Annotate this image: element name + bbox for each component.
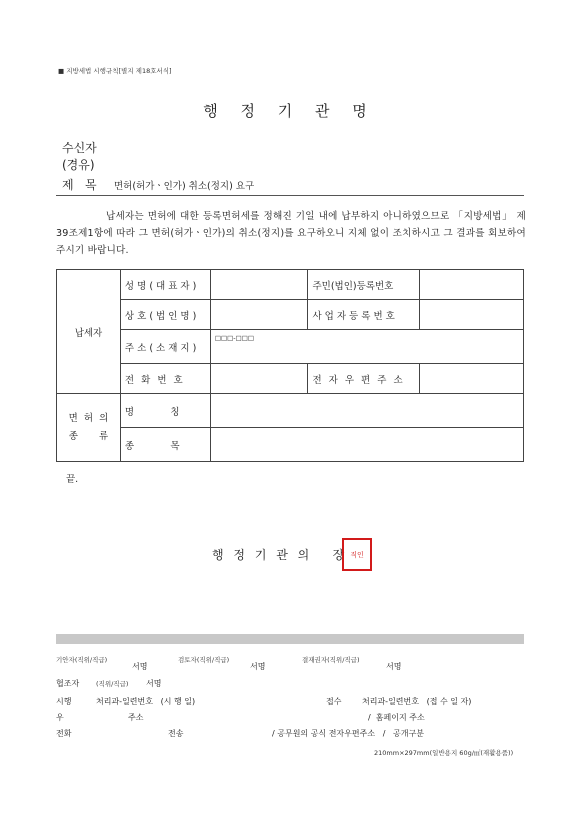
resident-number-value[interactable] [420, 270, 524, 300]
address-label-footer: 주소 [128, 713, 144, 722]
business-number-label: 사 업 자 등 록 번 호 [308, 300, 420, 330]
name-value[interactable] [210, 270, 308, 300]
cooperator-sign: 서명 [146, 679, 162, 688]
cooperator-role: (직위/직급) [96, 680, 129, 688]
body-paragraph: 납세자는 면허에 대한 등록면허세를 정해진 기일 내에 납부하지 아니하였으므로 「지방세법」 제39조제1항에 따라 그 면허(허가ㆍ인가)의 취소(정지)를 요구하오니 지체 없이 조치하시고 그 결과를 회보하여 주시기 바랍니다. [56, 211, 526, 256]
license-title-value[interactable] [210, 394, 523, 428]
license-item-value[interactable] [210, 428, 523, 462]
business-number-value[interactable] [420, 300, 524, 330]
official-seal: 직인 [342, 538, 372, 571]
company-label: 상 호 ( 법 인 명 ) [120, 300, 210, 330]
homepage-label: / 홈페이지 주소 [368, 713, 425, 722]
email-value[interactable] [420, 364, 524, 394]
footer-divider-bar [56, 634, 524, 644]
license-item-label: 종 목 [120, 428, 210, 462]
receive-detail: 처리과-일련번호 (접 수 일 자) [362, 697, 472, 706]
subject-divider [56, 195, 524, 196]
subject-text: 면허(허가ㆍ인가) 취소(정지) 요구 [114, 181, 255, 192]
name-label: 성 명 ( 대 표 자 ) [120, 270, 210, 300]
enforce-label: 시행 [56, 697, 72, 706]
subject-label: 제 목 [62, 178, 97, 192]
form-reference: ■ 지방세법 시행규칙[별지 제18호서식] [58, 67, 172, 75]
company-value[interactable] [210, 300, 308, 330]
phone-value[interactable] [210, 364, 308, 394]
email-label-footer: / 공무원의 공식 전자우편주소 / 공개구분 [272, 729, 424, 738]
enforce-detail: 처리과-일련번호 (시 행 일) [96, 697, 196, 706]
reviewer-sign: 서명 [250, 662, 266, 671]
recipient-label: 수신자 [62, 141, 97, 155]
receive-label: 접수 [326, 697, 342, 706]
address-label: 주 소 ( 소 재 지 ) [120, 330, 210, 364]
drafter-sign: 서명 [132, 662, 148, 671]
license-title-label: 명 칭 [120, 394, 210, 428]
via-label: (경유) [62, 158, 95, 172]
approver-label: 결재권자(직위/직급) [302, 656, 360, 664]
resident-number-label: 주민(법인)등록번호 [308, 270, 420, 300]
phone-label: 전 화 번 호 [120, 364, 210, 394]
agency-head-label: 행 정 기 관 의 장 [212, 548, 348, 562]
paper-spec: 210mm×297mm(일반용지 60g/㎡(재활용품)) [374, 749, 514, 757]
drafter-label: 기안자(직위/직급) [56, 656, 108, 664]
postal-label: 우 [56, 713, 64, 722]
email-label: 전 자 우 편 주 소 [308, 364, 420, 394]
approver-sign: 서명 [386, 662, 402, 671]
fax-label: 전송 [168, 729, 184, 738]
taxpayer-label: 납세자 [57, 270, 121, 394]
taxpayer-table [56, 269, 524, 462]
cooperator-label: 협조자 [56, 679, 80, 688]
phone-label-footer: 전화 [56, 729, 72, 738]
address-value[interactable]: □□□-□□□ [210, 330, 523, 364]
end-mark: 끝. [66, 474, 79, 485]
license-type-label: 면 허 의 종 류 [57, 394, 121, 462]
reviewer-label: 검토자(직위/직급) [178, 656, 230, 664]
document-title: 행 정 기 관 명 [203, 102, 376, 120]
